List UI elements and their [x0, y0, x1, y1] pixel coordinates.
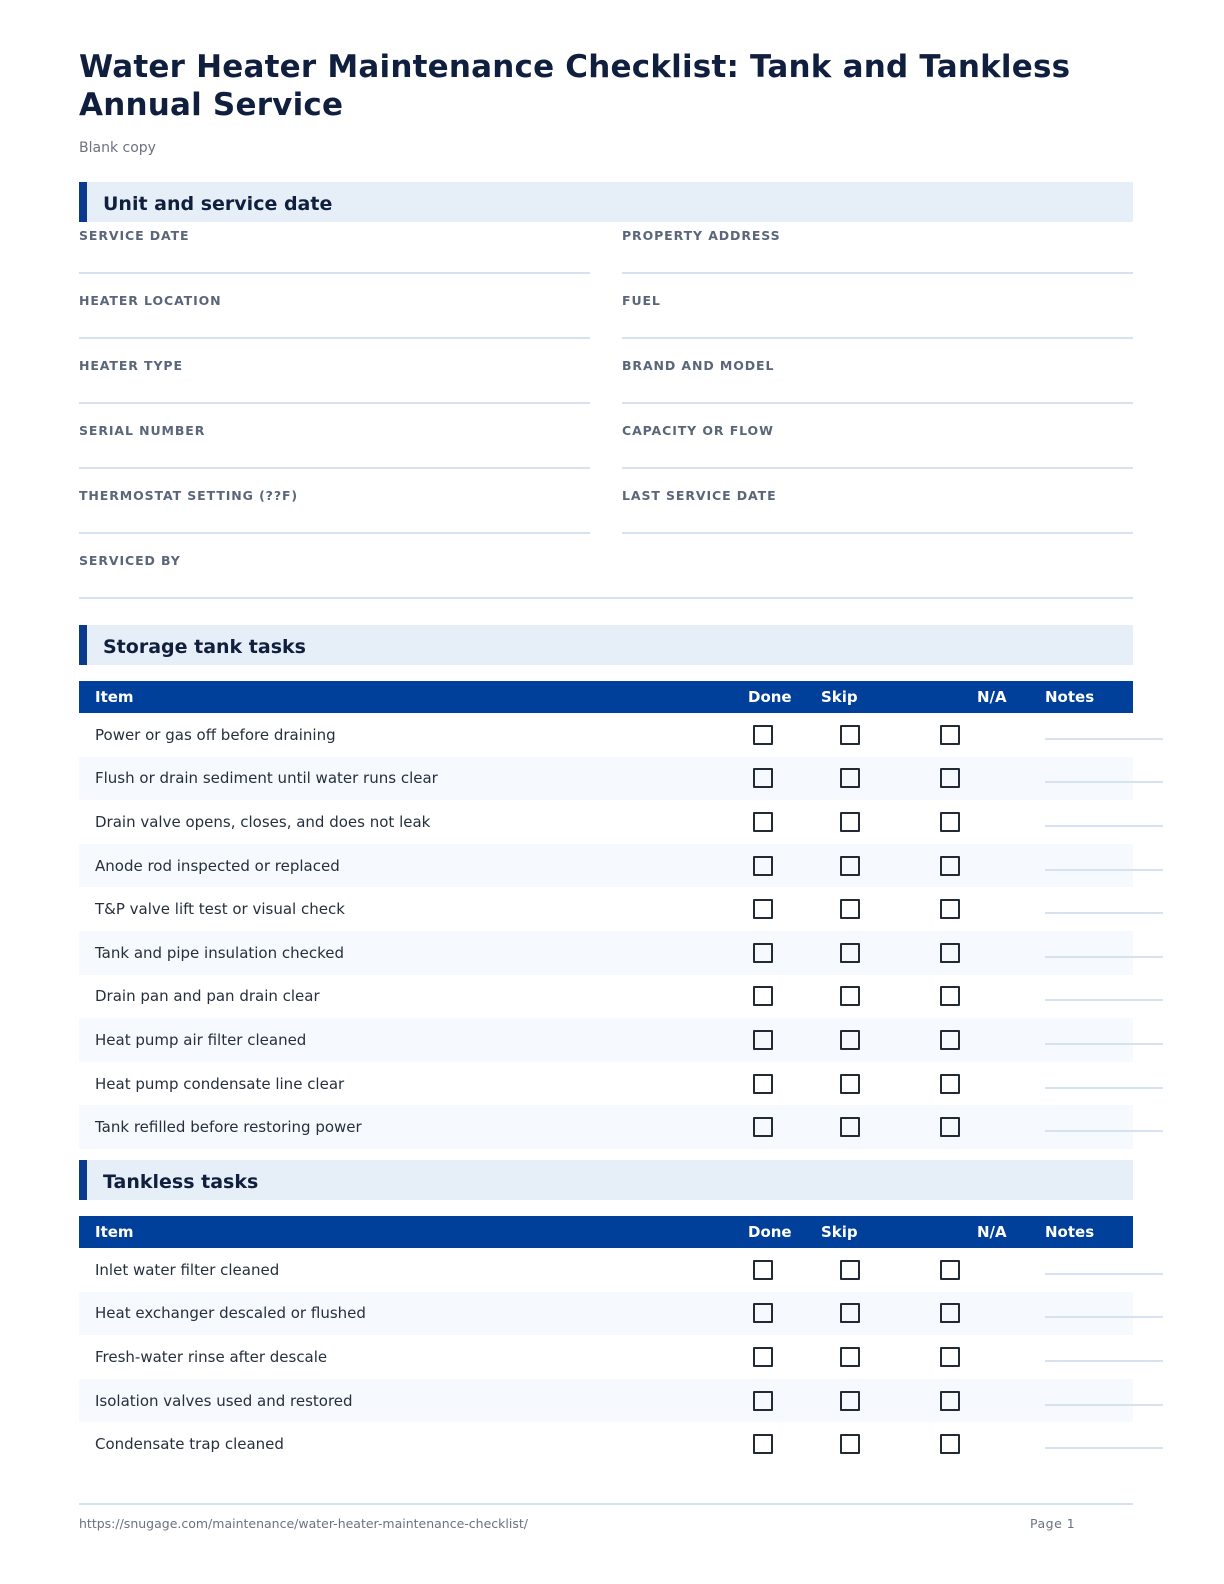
done-checkbox[interactable] [753, 856, 773, 876]
notes-field[interactable] [1045, 1447, 1163, 1449]
task-item-label: Tank refilled before restoring power [95, 1118, 362, 1137]
notes-field[interactable] [1045, 781, 1163, 783]
na-column-header: N/A [977, 1223, 1007, 1241]
field-label: SERVICED BY [79, 553, 181, 568]
field-label: SERVICE DATE [79, 228, 190, 243]
item-column-header: Item [95, 688, 134, 706]
brand-model-field[interactable] [622, 352, 1133, 404]
table-row [79, 757, 1133, 801]
capacity-flow-field[interactable] [622, 417, 1133, 469]
done-checkbox[interactable] [753, 1303, 773, 1323]
na-checkbox[interactable] [940, 1303, 960, 1323]
tankless-section-title: Tankless tasks [103, 1171, 259, 1193]
na-checkbox[interactable] [940, 1260, 960, 1280]
na-checkbox[interactable] [940, 899, 960, 919]
serial-number-field[interactable] [79, 417, 590, 469]
done-checkbox[interactable] [753, 1030, 773, 1050]
skip-checkbox[interactable] [840, 856, 860, 876]
skip-checkbox[interactable] [840, 1117, 860, 1137]
tank-tasks-body [79, 713, 1133, 1149]
item-column-header: Item [95, 1223, 134, 1241]
done-checkbox[interactable] [753, 1434, 773, 1454]
table-row [79, 1062, 1133, 1106]
na-checkbox[interactable] [940, 1117, 960, 1137]
done-checkbox[interactable] [753, 812, 773, 832]
skip-checkbox[interactable] [840, 1303, 860, 1323]
na-checkbox[interactable] [940, 725, 960, 745]
notes-field[interactable] [1045, 1360, 1163, 1362]
skip-checkbox[interactable] [840, 1434, 860, 1454]
skip-checkbox[interactable] [840, 725, 860, 745]
table-row [79, 800, 1133, 844]
table-row [79, 1422, 1133, 1466]
field-label: HEATER LOCATION [79, 293, 222, 308]
table-row [79, 1379, 1133, 1423]
na-checkbox[interactable] [940, 1074, 960, 1094]
footer-divider [79, 1503, 1133, 1505]
table-row [79, 887, 1133, 931]
na-checkbox[interactable] [940, 1434, 960, 1454]
unit-section-title: Unit and service date [103, 193, 333, 215]
task-item-label: Drain pan and pan drain clear [95, 987, 320, 1006]
table-row [79, 1248, 1133, 1292]
table-row [79, 1105, 1133, 1149]
notes-field[interactable] [1045, 1404, 1163, 1406]
notes-field[interactable] [1045, 999, 1163, 1001]
na-checkbox[interactable] [940, 986, 960, 1006]
na-checkbox[interactable] [940, 768, 960, 788]
notes-field[interactable] [1045, 1130, 1163, 1132]
done-checkbox[interactable] [753, 899, 773, 919]
field-label: SERIAL NUMBER [79, 423, 206, 438]
notes-field[interactable] [1045, 1316, 1163, 1318]
section-accent-bar [79, 1160, 87, 1200]
done-checkbox[interactable] [753, 986, 773, 1006]
na-checkbox[interactable] [940, 856, 960, 876]
notes-field[interactable] [1045, 956, 1163, 958]
task-item-label: Anode rod inspected or replaced [95, 856, 340, 875]
na-checkbox[interactable] [940, 1347, 960, 1367]
tankless-tasks-body [79, 1248, 1133, 1466]
tank-tasks-table [79, 681, 1133, 1149]
table-header-row [79, 681, 1133, 713]
task-item-label: Inlet water filter cleaned [95, 1260, 280, 1279]
table-row [79, 844, 1133, 888]
serviced-by-field[interactable] [79, 547, 1133, 599]
field-label: FUEL [622, 293, 661, 308]
task-item-label: T&P valve lift test or visual check [95, 900, 345, 919]
table-row [79, 1335, 1133, 1379]
page-subtitle: Blank copy [79, 140, 156, 156]
tankless-tasks-table [79, 1216, 1133, 1466]
done-checkbox[interactable] [753, 1391, 773, 1411]
task-item-label: Tank and pipe insulation checked [95, 943, 345, 962]
done-checkbox[interactable] [753, 768, 773, 788]
field-label: PROPERTY ADDRESS [622, 228, 781, 243]
field-label: HEATER TYPE [79, 358, 183, 373]
task-item-label: Heat pump condensate line clear [95, 1074, 345, 1093]
table-row [79, 931, 1133, 975]
skip-checkbox[interactable] [840, 986, 860, 1006]
done-checkbox[interactable] [753, 943, 773, 963]
last-service-date-field[interactable] [622, 482, 1133, 534]
na-checkbox[interactable] [940, 1030, 960, 1050]
skip-checkbox[interactable] [840, 1347, 860, 1367]
footer-url: https://snugage.com/maintenance/water-heater-maintenance-checklist/ [79, 1516, 528, 1531]
skip-checkbox[interactable] [840, 768, 860, 788]
section-accent-bar [79, 182, 87, 222]
skip-checkbox[interactable] [840, 1391, 860, 1411]
skip-checkbox[interactable] [840, 899, 860, 919]
skip-checkbox[interactable] [840, 943, 860, 963]
done-checkbox[interactable] [753, 1074, 773, 1094]
skip-checkbox[interactable] [840, 1260, 860, 1280]
done-checkbox[interactable] [753, 1117, 773, 1137]
na-checkbox[interactable] [940, 943, 960, 963]
service-date-field[interactable] [79, 222, 590, 274]
skip-column-header: Skip [821, 1223, 858, 1241]
task-item-label: Condensate trap cleaned [95, 1435, 284, 1454]
notes-field[interactable] [1045, 1087, 1163, 1089]
done-checkbox[interactable] [753, 1347, 773, 1367]
tankless-section-header [79, 1160, 1133, 1200]
notes-field[interactable] [1045, 825, 1163, 827]
skip-checkbox[interactable] [840, 1030, 860, 1050]
notes-column-header: Notes [1045, 1223, 1095, 1241]
task-item-label: Fresh-water rinse after descale [95, 1347, 328, 1366]
fuel-field[interactable] [622, 287, 1133, 339]
table-row [79, 1292, 1133, 1336]
heater-location-field[interactable] [79, 287, 590, 339]
task-item-label: Power or gas off before draining [95, 725, 336, 744]
skip-checkbox[interactable] [840, 812, 860, 832]
task-item-label: Isolation valves used and restored [95, 1391, 353, 1410]
table-row [79, 713, 1133, 757]
task-item-label: Flush or drain sediment until water runs clear [95, 769, 438, 788]
page-title: Water Heater Maintenance Checklist: Tank and Tankless Annual Service [79, 49, 1071, 123]
na-checkbox[interactable] [940, 1391, 960, 1411]
done-column-header: Done [748, 688, 792, 706]
done-checkbox[interactable] [753, 1260, 773, 1280]
skip-checkbox[interactable] [840, 1074, 860, 1094]
na-column-header: N/A [977, 688, 1007, 706]
task-item-label: Heat exchanger descaled or flushed [95, 1304, 366, 1323]
table-header-row [79, 1216, 1133, 1248]
na-checkbox[interactable] [940, 812, 960, 832]
page-number: Page 1 [1030, 1516, 1076, 1531]
field-label: CAPACITY OR FLOW [622, 423, 774, 438]
table-row [79, 1018, 1133, 1062]
tank-section-title: Storage tank tasks [103, 636, 306, 658]
section-accent-bar [79, 625, 87, 665]
notes-field[interactable] [1045, 1273, 1163, 1275]
unit-section-header [79, 182, 1133, 222]
task-item-label: Drain valve opens, closes, and does not leak [95, 812, 431, 831]
notes-column-header: Notes [1045, 688, 1095, 706]
skip-column-header: Skip [821, 688, 858, 706]
task-item-label: Heat pump air filter cleaned [95, 1030, 307, 1049]
field-label: BRAND AND MODEL [622, 358, 775, 373]
notes-field[interactable] [1045, 738, 1163, 740]
table-row [79, 975, 1133, 1019]
field-label: LAST SERVICE DATE [622, 488, 777, 503]
heater-type-field[interactable] [79, 352, 590, 404]
notes-field[interactable] [1045, 869, 1163, 871]
done-checkbox[interactable] [753, 725, 773, 745]
tank-section-header [79, 625, 1133, 665]
property-address-field[interactable] [622, 222, 1133, 274]
thermostat-setting-field[interactable] [79, 482, 590, 534]
notes-field[interactable] [1045, 912, 1163, 914]
notes-field[interactable] [1045, 1043, 1163, 1045]
done-column-header: Done [748, 1223, 792, 1241]
field-label: THERMOSTAT SETTING (??F) [79, 488, 299, 503]
